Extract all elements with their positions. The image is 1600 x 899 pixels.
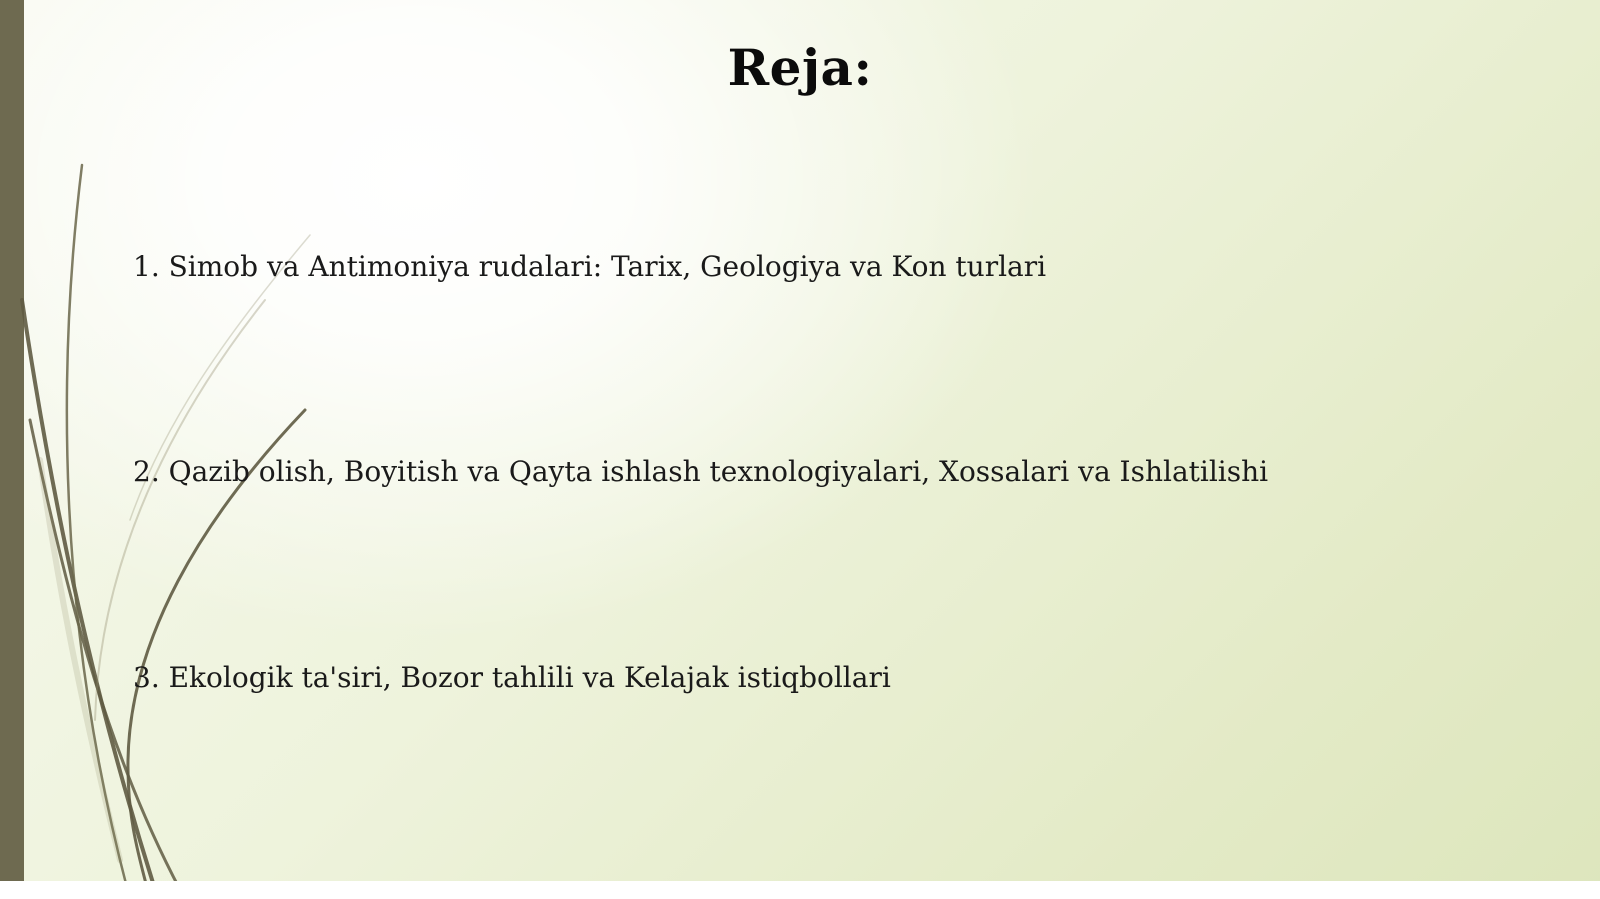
grass-decoration-icon [0,0,360,899]
slide-title: Reja: [727,38,873,97]
bottom-strip [0,881,1600,899]
plan-item-3: 3. Ekologik ta'siri, Bozor tahlili va Kelajak istiqbollari [133,661,891,694]
plan-item-1: 1. Simob va Antimoniya rudalari: Tarix, Geologiya va Kon turlari [133,250,1047,283]
plan-item-2: 2. Qazib olish, Boyitish va Qayta ishlash texnologiyalari, Xossalari va Ishlatilishi [133,455,1269,488]
